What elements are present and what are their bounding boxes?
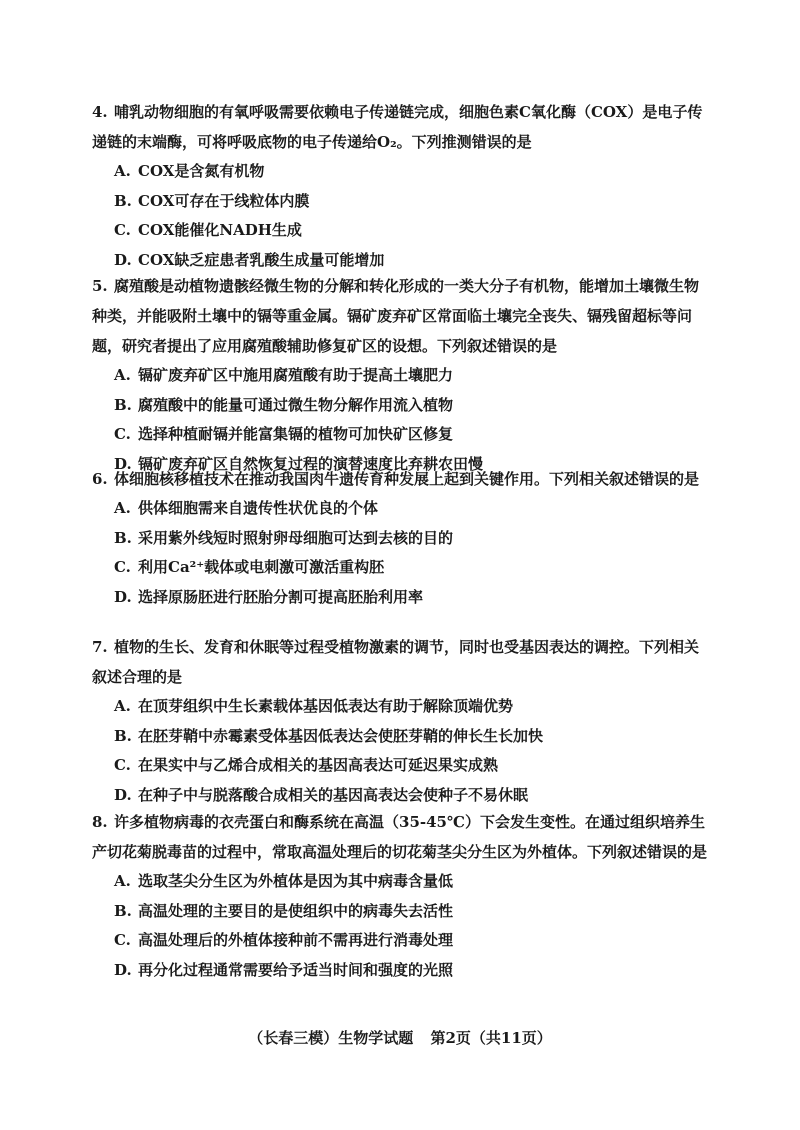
question-number: 8. — [92, 813, 108, 831]
exam-title: （长春三模）生物学试题 — [248, 1029, 414, 1047]
option-list — [92, 867, 712, 985]
option-a: A. 在顶芽组织中生长素载体基因低表达有助于解除顶端优势 — [114, 697, 514, 715]
question-6 — [92, 464, 712, 612]
question-stem — [92, 97, 712, 157]
question-stem — [92, 807, 712, 867]
question-text: 植物的生长、发育和休眠等过程受植物激素的调节，同时也受基因表达的调控。下列相关叙述合理的是 — [92, 638, 700, 686]
option-a: A. COX是含氮有机物 — [114, 162, 265, 180]
question-5 — [92, 271, 712, 479]
option-a: A. 选取茎尖分生区为外植体是因为其中病毒含量低 — [114, 872, 454, 890]
option-list — [92, 692, 712, 810]
question-number: 6. — [92, 470, 108, 488]
question-stem — [92, 464, 712, 494]
option-c: C. 高温处理后的外植体接种前不需再进行消毒处理 — [114, 931, 454, 949]
option-d: D. 镉矿废弃矿区自然恢复过程的演替速度比弃耕农田慢 — [114, 454, 484, 473]
page-footer — [0, 1026, 800, 1050]
option-list — [92, 494, 712, 612]
question-stem — [92, 632, 712, 692]
question-4 — [92, 97, 712, 275]
option-b: B. 腐殖酸中的能量可通过微生物分解作用流入植物 — [114, 395, 454, 414]
option-a: A. 供体细胞需来自遗传性状优良的个体 — [114, 499, 379, 517]
option-c: C. 在果实中与乙烯合成相关的基因高表达可延迟果实成熟 — [114, 756, 499, 774]
option-b: B. 高温处理的主要目的是使组织中的病毒失去活性 — [114, 901, 454, 920]
option-b: B. COX可存在于线粒体内膜 — [114, 191, 310, 210]
option-d: D. 在种子中与脱落酸合成相关的基因高表达会使种子不易休眠 — [114, 785, 529, 804]
option-list — [92, 361, 712, 479]
option-c: C. COX能催化NADH生成 — [114, 221, 302, 239]
option-c: C. 选择种植耐镉并能富集镉的植物可加快矿区修复 — [114, 425, 454, 443]
option-d: D. 选择原肠胚进行胚胎分割可提高胚胎利用率 — [114, 587, 424, 606]
question-text: 许多植物病毒的衣壳蛋白和酶系统在高温（35-45℃）下会发生变性。在通过组织培养生产切花菊脱毒苗的过程中，常取高温处理后的切花菊茎尖分生区为外植体。下列叙述错误的是 — [92, 813, 708, 861]
question-number: 5. — [92, 277, 108, 295]
page-number: 第2页（共11页） — [430, 1029, 552, 1047]
option-b: B. 在胚芽鞘中赤霉素受体基因低表达会使胚芽鞘的伸长生长加快 — [114, 726, 544, 745]
question-text: 体细胞核移植技术在推动我国肉牛遗传育种发展上起到关键作用。下列相关叙述错误的是 — [114, 470, 700, 488]
option-c: C. 利用Ca²⁺载体或电刺激可激活重构胚 — [114, 558, 385, 576]
question-8 — [92, 807, 712, 985]
option-d: D. 再分化过程通常需要给予适当时间和强度的光照 — [114, 960, 454, 979]
question-7 — [92, 632, 712, 810]
question-text: 腐殖酸是动植物遗骸经微生物的分解和转化形成的一类大分子有机物，能增加土壤微生物种类，并能吸附土壤中的镉等重金属。镉矿废弃矿区常面临土壤完全丧失、镉残留超标等问题，研究者提出了应用腐殖酸辅助修复矿区的设想。下列叙述错误的是 — [92, 277, 700, 355]
question-number: 4. — [92, 103, 108, 121]
option-b: B. 采用紫外线短时照射卵母细胞可达到去核的目的 — [114, 528, 454, 547]
question-stem — [92, 271, 712, 361]
option-a: A. 镉矿废弃矿区中施用腐殖酸有助于提高土壤肥力 — [114, 366, 454, 384]
option-list — [92, 157, 712, 275]
option-d: D. COX缺乏症患者乳酸生成量可能增加 — [114, 250, 385, 269]
question-number: 7. — [92, 638, 108, 656]
question-text: 哺乳动物细胞的有氧呼吸需要依赖电子传递链完成，细胞色素C氧化酶（COX）是电子传递链的末端酶，可将呼吸底物的电子传递给O₂。下列推测错误的是 — [92, 103, 703, 151]
